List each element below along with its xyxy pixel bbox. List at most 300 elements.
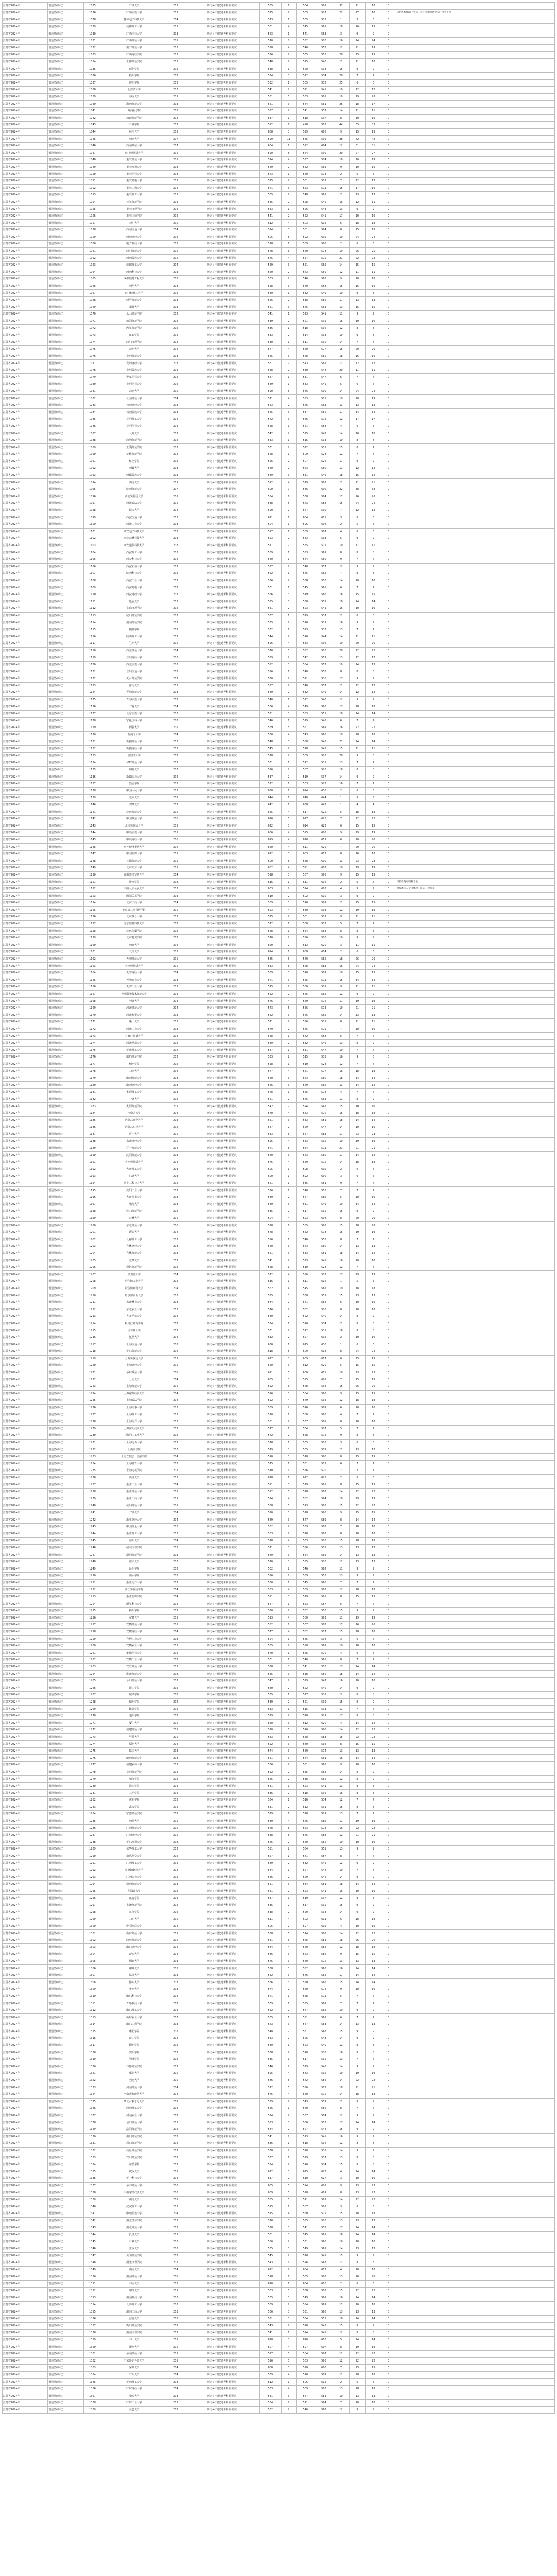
rank-cell: 8 [333,1453,349,1460]
remark-cell [396,395,554,402]
university-name-cell: 大连外国语大学 [102,1159,167,1166]
table-row [3,1587,555,1594]
remark-cell [396,549,554,556]
university-name-cell: 吉林师范大学 [102,1250,167,1257]
school-code-cell: 1040 [84,101,102,108]
subject-requirement-cell: 历史+不限(选考科目要求) [185,395,260,402]
enrolled-cell: 14 [366,1979,382,1986]
group-code-cell: 203 [167,514,185,521]
table-row [3,2133,555,2140]
rank-cell: 13 [333,402,349,409]
university-name-cell: 华北理工大学 [102,1047,167,1054]
category-cell: 普通类(历史) [48,1390,84,1397]
subject-requirement-cell: 历史+不限(选考科目要求) [185,1215,260,1222]
year-cell: 江苏省2024年 [3,1446,48,1454]
plan-cell: 6 [349,1173,365,1180]
remark-cell [396,206,554,213]
category-cell: 普通类(历史) [48,1047,84,1054]
subject-requirement-cell: 历史+不限(选考科目要求) [185,1075,260,1082]
plan-cell: 8 [349,1327,365,1334]
school-code-cell: 1154 [84,900,102,907]
group-code-cell: 205 [167,640,185,648]
enrolled-cell: 18 [366,1397,382,1405]
school-code-cell: 1098 [84,507,102,514]
min-score-cell: 539 [297,1573,315,1580]
table-row [3,1299,555,1306]
enrolled-cell: 14 [366,472,382,479]
school-code-cell: 1216 [84,1334,102,1341]
year-cell: 江苏省2024年 [3,1811,48,1818]
max-score-b-cell: 583 [315,1733,333,1741]
plan-cell: 6 [349,514,365,521]
remark-cell [396,1418,554,1425]
school-code-cell: 1092 [84,465,102,472]
count-a-cell: 3 [281,1453,296,1460]
plan-cell: 7 [349,1047,365,1054]
min-score-cell: 611 [297,879,315,886]
rank-cell: 8 [333,1215,349,1222]
shortfall-cell: 0 [382,1201,396,1208]
max-score-b-cell: 589 [315,1516,333,1524]
year-cell: 江苏省2024年 [3,150,48,157]
year-cell: 江苏省2024年 [3,724,48,732]
max-score-cell: 560 [259,1075,281,1082]
table-row [3,1551,555,1559]
university-name-cell: 河南师范大学 [102,2084,167,2091]
shortfall-cell: 0 [382,128,396,136]
school-code-cell: 1162 [84,955,102,963]
subject-requirement-cell: 历史+不限(选考科目要求) [185,850,260,857]
category-cell: 普通类(历史) [48,969,84,977]
school-code-cell: 1191 [84,1159,102,1166]
group-code-cell: 203 [167,1986,185,1993]
subject-requirement-cell: 历史+不限(选考科目要求) [185,1418,260,1425]
enrolled-cell: 33 [366,122,382,129]
group-code-cell: 203 [167,107,185,114]
university-name-cell: 上饶师范学院 [102,1902,167,1909]
university-name-cell: 重庆交通大学 [102,163,167,171]
table-row [3,1061,555,1068]
category-cell: 普通类(历史) [48,37,84,44]
school-code-cell: 1140 [84,801,102,808]
shortfall-cell: 0 [382,528,396,535]
school-code-cell: 1282 [84,1797,102,1804]
min-score-cell: 515 [297,1706,315,1713]
year-cell: 江苏省2024年 [3,2147,48,2154]
year-cell: 江苏省2024年 [3,1565,48,1573]
year-cell: 江苏省2024年 [3,1313,48,1320]
max-score-b-cell: 578 [315,1825,333,1832]
category-cell: 普通类(历史) [48,58,84,65]
category-cell: 普通类(历史) [48,1264,84,1271]
category-cell: 普通类(历史) [48,1706,84,1713]
university-name-cell: 华北水利水电大学 [102,2098,167,2105]
enrolled-cell: 38 [366,486,382,493]
max-score-b-cell: 529 [315,1811,333,1818]
year-cell: 江苏省2024年 [3,1460,48,1467]
subject-requirement-cell: 历史+不限(选考科目要求) [185,1811,260,1818]
table-row [3,1622,555,1629]
enrolled-cell: 19 [366,2070,382,2077]
subject-requirement-cell: 历史+不限(选考科目要求) [185,577,260,584]
school-code-cell: 1149 [84,865,102,872]
shortfall-cell: 0 [382,346,396,353]
count-a-cell: 2 [281,1257,296,1264]
year-cell: 江苏省2024年 [3,871,48,879]
min-score-cell: 544 [297,101,315,108]
group-code-cell: 203 [167,402,185,409]
max-score-b-cell: 541 [315,1257,333,1264]
group-code-cell: 203 [167,1839,185,1846]
plan-cell: 7 [349,1061,365,1068]
max-score-b-cell: 541 [315,605,333,613]
group-code-cell: 204 [167,1923,185,1930]
school-code-cell: 1293 [84,1874,102,1881]
plan-cell: 22 [349,815,365,822]
category-cell: 普通类(历史) [48,1663,84,1671]
plan-cell: 5 [349,1278,365,1285]
plan-cell: 10 [349,430,365,437]
max-score-b-cell: 540 [315,1313,333,1320]
rank-cell: 11 [333,612,349,619]
enrolled-cell: 14 [366,1250,382,1257]
school-code-cell: 1221 [84,1369,102,1376]
table-row [3,437,555,444]
enrolled-cell: 18 [366,1068,382,1075]
rank-cell: 17 [333,493,349,500]
max-score-b-cell: 586 [315,2077,333,2084]
shortfall-cell: 0 [382,23,396,30]
year-cell: 江苏省2024年 [3,2000,48,2007]
group-code-cell: 202 [167,1867,185,1874]
table-row [3,247,555,255]
rank-cell: 8 [333,928,349,935]
year-cell: 江苏省2024年 [3,1341,48,1348]
shortfall-cell: 0 [382,1292,396,1299]
category-cell: 普通类(历史) [48,752,84,759]
shortfall-cell: 0 [382,822,396,830]
table-row [3,1082,555,1089]
group-code-cell: 204 [167,1951,185,1958]
max-score-cell: 584 [259,493,281,500]
count-a-cell: 2 [281,1762,296,1769]
max-score-cell: 605 [259,2182,281,2189]
university-name-cell: 宜春学院 [102,1895,167,1902]
enrolled-cell: 18 [366,1159,382,1166]
category-cell: 普通类(历史) [48,1776,84,1783]
category-cell: 普通类(历史) [48,2021,84,2028]
university-name-cell: 首都师范大学 [102,857,167,865]
group-code-cell: 203 [167,1979,185,1986]
year-cell: 江苏省2024年 [3,1145,48,1152]
min-score-cell: 545 [297,23,315,30]
category-cell: 普通类(历史) [48,850,84,857]
plan-cell: 15 [349,1390,365,1397]
year-cell: 江苏省2024年 [3,1993,48,2000]
university-name-cell: 河南理工大学 [102,2105,167,2112]
shortfall-cell: 0 [382,212,396,220]
max-score-b-cell: 578 [315,1089,333,1096]
table-row [3,836,555,844]
remark-cell [396,1642,554,1649]
subject-requirement-cell: 历史+不限(选考科目要求) [185,2175,260,2183]
school-code-cell: 1045 [84,136,102,143]
min-score-cell: 528 [297,745,315,752]
subject-requirement-cell: 历史+不限(选考科目要求) [185,1404,260,1411]
min-score-cell: 578 [297,1453,315,1460]
remark-cell [396,1215,554,1222]
plan-cell: 38 [349,486,365,493]
category-cell: 普通类(历史) [48,1523,84,1530]
min-score-cell: 587 [297,871,315,879]
max-score-cell: 578 [259,1439,281,1446]
category-cell: 普通类(历史) [48,1180,84,1187]
max-score-b-cell: 579 [315,1446,333,1454]
table-row [3,2007,555,2014]
min-score-cell: 512 [297,1327,315,1334]
max-score-b-cell: 536 [315,2140,333,2148]
count-a-cell: 5 [281,2084,296,2091]
group-code-cell: 202 [167,2056,185,2063]
table-row [3,1369,555,1376]
category-cell: 普通类(历史) [48,177,84,185]
rank-cell: 18 [333,1671,349,1678]
plan-cell: 18 [349,101,365,108]
enrolled-cell: 14 [366,1082,382,1089]
year-cell: 江苏省2024年 [3,423,48,430]
subject-requirement-cell: 历史+不限(选考科目要求) [185,1390,260,1397]
subject-requirement-cell: 历史+不限(选考科目要求) [185,296,260,304]
subject-requirement-cell: 历史+不限(选考科目要求) [185,1762,260,1769]
min-score-cell: 551 [297,1762,315,1769]
max-score-b-cell: 583 [315,963,333,970]
max-score-cell: 616 [259,1278,281,1285]
table-row [3,1292,555,1299]
remark-cell [396,507,554,514]
shortfall-cell: 0 [382,1755,396,1762]
min-score-cell: 576 [297,1404,315,1411]
remark-cell [396,1082,554,1089]
plan-cell: 12 [349,87,365,94]
shortfall-cell: 0 [382,1173,396,1180]
group-code-cell: 203 [167,3,185,10]
shortfall-cell: 0 [382,766,396,773]
table-row [3,535,555,542]
shortfall-cell: 0 [382,865,396,872]
subject-requirement-cell: 历史+不限(选考科目要求) [185,661,260,668]
plan-cell: 18 [349,1285,365,1292]
group-code-cell: 203 [167,1166,185,1173]
plan-cell: 24 [349,500,365,507]
remark-cell [396,1474,554,1481]
min-score-cell: 534 [297,1846,315,1853]
enrolled-cell: 24 [366,388,382,395]
max-score-cell: 555 [259,1776,281,1783]
shortfall-cell: 0 [382,423,396,430]
rank-cell: 16 [333,963,349,970]
plan-cell: 7 [349,72,365,79]
plan-cell: 21 [349,1145,365,1152]
enrolled-cell: 9 [366,1573,382,1580]
table-row [3,479,555,486]
rank-cell: 22 [333,486,349,493]
count-a-cell: 4 [281,23,296,30]
plan-cell: 12 [349,360,365,367]
group-code-cell: 205 [167,1362,185,1369]
group-code-cell: 205 [167,150,185,157]
school-code-cell: 1264 [84,1671,102,1678]
school-code-cell: 1039 [84,93,102,101]
plan-cell: 8 [349,437,365,444]
max-score-cell: 547 [259,374,281,381]
max-score-cell: 536 [259,325,281,332]
remark-cell [396,1790,554,1797]
school-code-cell: 1253 [84,1593,102,1600]
group-code-cell: 204 [167,395,185,402]
category-cell: 普通类(历史) [48,451,84,458]
group-code-cell: 207 [167,142,185,150]
year-cell: 江苏省2024年 [3,486,48,493]
shortfall-cell: 0 [382,521,396,528]
table-row [3,955,555,963]
max-score-cell: 598 [259,1222,281,1229]
category-cell: 普通类(历史) [48,1243,84,1250]
remark-cell [396,65,554,73]
remark-cell [396,1250,554,1257]
remark-cell [396,1706,554,1713]
table-row [3,1054,555,1061]
group-code-cell: 203 [167,710,185,717]
enrolled-cell: 22 [366,1727,382,1734]
group-code-cell: 203 [167,269,185,276]
plan-cell: 10 [349,1334,365,1341]
max-score-cell: 632 [259,1334,281,1341]
enrolled-cell: 10 [366,577,382,584]
table-row [3,738,555,746]
min-score-cell: 611 [297,1278,315,1285]
shortfall-cell: 0 [382,1888,396,1895]
enrolled-cell: 15 [366,52,382,59]
count-a-cell: 2 [281,1565,296,1573]
count-a-cell: 3 [281,850,296,857]
count-a-cell: 2 [281,675,296,683]
max-score-b-cell: 605 [315,234,333,241]
enrolled-cell: 10 [366,1306,382,1313]
table-row [3,150,555,157]
max-score-b-cell: 590 [315,1509,333,1516]
min-score-cell: 535 [297,52,315,59]
min-score-cell: 555 [297,1558,315,1565]
year-cell: 江苏省2024年 [3,1215,48,1222]
category-cell: 普通类(历史) [48,1944,84,1951]
count-a-cell: 3 [281,1663,296,1671]
remark-cell [396,661,554,668]
group-code-cell: 202 [167,332,185,339]
remark-cell [396,717,554,724]
year-cell: 江苏省2024年 [3,773,48,781]
count-a-cell: 4 [281,395,296,402]
count-a-cell: 1 [281,1993,296,2000]
year-cell: 江苏省2024年 [3,1257,48,1264]
subject-requirement-cell: 历史+不限(选考科目要求) [185,311,260,318]
rank-cell: 11 [333,900,349,907]
school-code-cell: 1298 [84,1909,102,1916]
group-code-cell: 202 [167,1874,185,1881]
rank-cell: 16 [333,1965,349,1972]
max-score-b-cell: 632 [315,1334,333,1341]
category-cell: 普通类(历史) [48,955,84,963]
year-cell: 江苏省2024年 [3,710,48,717]
max-score-cell: 556 [259,296,281,304]
subject-requirement-cell: 历史+不限(选考科目要求) [185,163,260,171]
university-name-cell: 海南医学院 [102,107,167,114]
max-score-b-cell: 560 [315,1075,333,1082]
group-code-cell: 203 [167,296,185,304]
subject-requirement-cell: 历史+不限(选考科目要求) [185,759,260,767]
remark-cell [396,1271,554,1278]
subject-requirement-cell: 历史+不限(选考科目要求) [185,1250,260,1257]
school-code-cell: 1128 [84,717,102,724]
table-row [3,1103,555,1110]
university-name-cell: 辽宁大学 [102,1131,167,1138]
subject-requirement-cell: 历史+不限(选考科目要求) [185,633,260,640]
remark-cell [396,795,554,802]
plan-cell: 18 [349,1944,365,1951]
enrolled-cell: 14 [366,2119,382,2126]
count-a-cell: 2 [281,914,296,921]
max-score-b-cell: 569 [315,724,333,732]
table-row [3,1712,555,1720]
max-score-cell: 579 [259,1026,281,1033]
table-row [3,745,555,752]
school-code-cell: 1311 [84,2000,102,2007]
shortfall-cell: 0 [382,325,396,332]
university-name-cell: 台州学院 [102,1565,167,1573]
plan-cell: 10 [349,114,365,122]
subject-requirement-cell: 历史+不限(选考科目要求) [185,2140,260,2148]
enrolled-cell: 11 [366,542,382,549]
min-score-cell: 608 [297,949,315,956]
shortfall-cell: 0 [382,1874,396,1881]
group-code-cell: 202 [167,122,185,129]
university-name-cell: 聊城大学 [102,1965,167,1972]
subject-requirement-cell: 历史+不限(选考科目要求) [185,1509,260,1516]
enrolled-cell: 10 [366,1839,382,1846]
category-cell: 普通类(历史) [48,1923,84,1930]
table-row [3,486,555,493]
university-name-cell: 哈尔滨师范大学 [102,1285,167,1292]
school-code-cell: 1133 [84,752,102,759]
year-cell: 江苏省2024年 [3,914,48,921]
min-score-cell: 538 [297,1776,315,1783]
remark-cell [396,668,554,675]
group-code-cell: 202 [167,2042,185,2049]
rank-cell: 7 [333,1026,349,1033]
remark-cell [396,647,554,654]
shortfall-cell: 0 [382,871,396,879]
plan-cell: 6 [349,1636,365,1643]
enrolled-cell: 10 [366,1124,382,1131]
max-score-cell: 535 [259,2056,281,2063]
school-code-cell: 1220 [84,1362,102,1369]
plan-cell: 12 [349,507,365,514]
category-cell: 普通类(历史) [48,2007,84,2014]
count-a-cell: 1 [281,928,296,935]
enrolled-cell: 8 [366,1320,382,1327]
year-cell: 江苏省2024年 [3,290,48,297]
plan-cell: 24 [349,37,365,44]
category-cell: 普通类(历史) [48,304,84,311]
